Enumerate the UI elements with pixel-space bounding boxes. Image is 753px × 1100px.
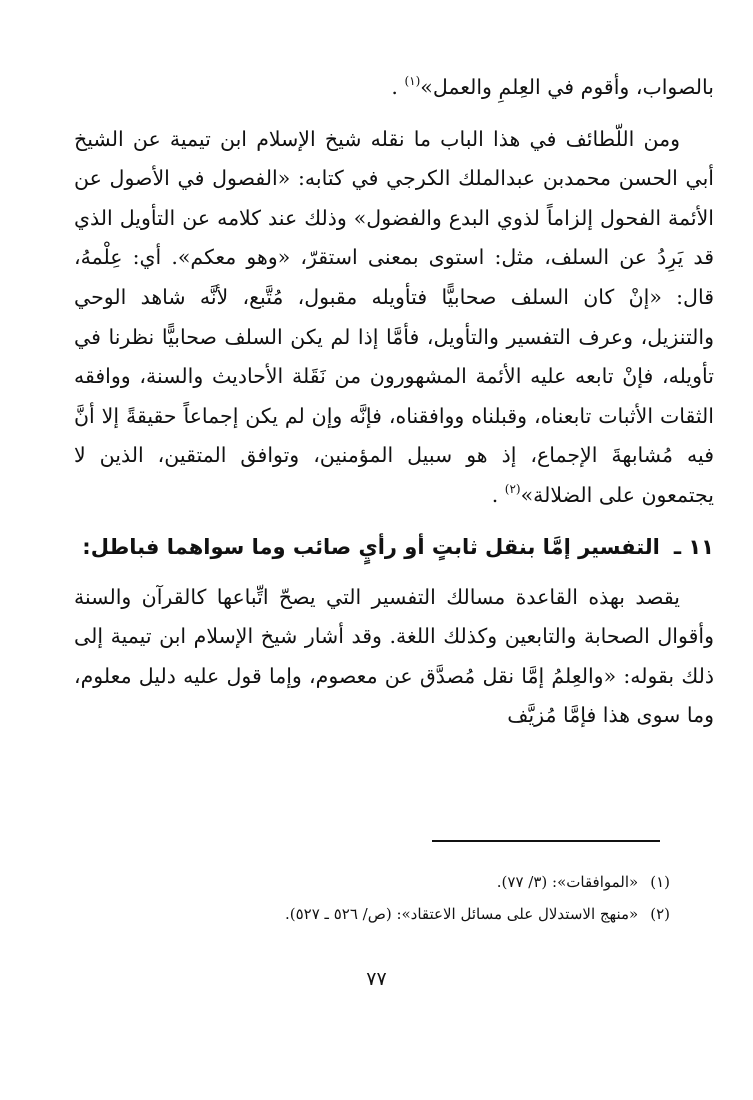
paragraph-3-text: يقصد بهذه القاعدة مسالك التفسير التي يصحّ اتِّباعها كالقرآن والسنة وأقوال الصحابة والتابعين وكذلك اللغة. وقد أشار شيخ الإسلام ابن تيمية إلى ذلك بقوله: «والعِلمُ إمَّا نقل مُصدَّق عن معصوم، وإما قول عليه دليل معلوم، وما سوى هذا فإمَّا مُزيَّف — [74, 584, 714, 728]
footnote-2 — [230, 898, 670, 930]
paragraph-continuation — [74, 68, 714, 108]
paragraph-2-end: . — [491, 482, 505, 507]
page-number: ٧٧ — [366, 968, 387, 990]
paragraph-1-end: . — [391, 75, 405, 99]
spacer — [74, 516, 714, 526]
main-text — [74, 68, 714, 736]
footnote-text: «الموافقات»: (٣/ ٧٧). — [496, 873, 639, 891]
spacer — [74, 108, 714, 120]
footnote-ref-1: (١) — [404, 74, 421, 88]
footnote-number: (٢) — [650, 905, 670, 923]
footnote-number: (١) — [650, 873, 670, 891]
section-heading — [74, 526, 714, 568]
footnote-text: «منهج الاستدلال على مسائل الاعتقاد»: (ص/ ٥٢٦ ـ ٥٢٧). — [284, 905, 639, 923]
footnote-1 — [230, 866, 670, 898]
footnotes — [230, 866, 670, 930]
footnote-ref-2: (٢) — [504, 481, 521, 496]
spacer — [74, 568, 714, 578]
heading-number: ١١ ـ — [673, 534, 714, 559]
paragraph-quote — [74, 120, 714, 516]
paragraph-explanation — [74, 578, 714, 736]
footnote-separator — [432, 840, 660, 842]
heading-text: التفسير إمَّا بنقل ثابتٍ أو رأيٍ صائب وما سواهما فباطل: — [82, 534, 660, 559]
paragraph-2-text: ومن اللّطائف في هذا الباب ما نقله شيخ الإسلام ابن تيمية عن الشيخ أبي الحسن محمدبن عبدالملك الكرجي في كتابه: «الفصول في الأصول عن الأئمة الفحول إلزاماً لذوي البدع والفضول» وذلك عند كلامه عن التأويل الذي قد يَرِدُ عن السلف، مثل: استوى بمعنى استقرّ، «وهو معكم». أي: عِلْمهُ، قال: «إنْ كان السلف صحابيًّا فتأويله مقبول، مُتَّبع، لأنَّه شاهد الوحي والتنزيل، وعرف التفسير والتأويل، فأمَّا إذا لم يكن السلف صحابيًّا نظرنا في تأويله، فإنْ تابعه عليه الأئمة المشهورون من نَقَلة الأحاديث والسنة، ووافقه الثقات الأثبات تابعناه، وقبلناه ووافقناه، فإنَّه وإن لم يكن إجماعاً حقيقةً إلا أنَّ فيه مُشابهةَ الإجماع، إذ هو سبيل المؤمنين، وتوافق المتقين، الذين لا يجتمعون على الضلالة» — [74, 126, 714, 507]
paragraph-1-text: بالصواب، وأقوم في العِلمِ والعمل» — [420, 75, 714, 99]
